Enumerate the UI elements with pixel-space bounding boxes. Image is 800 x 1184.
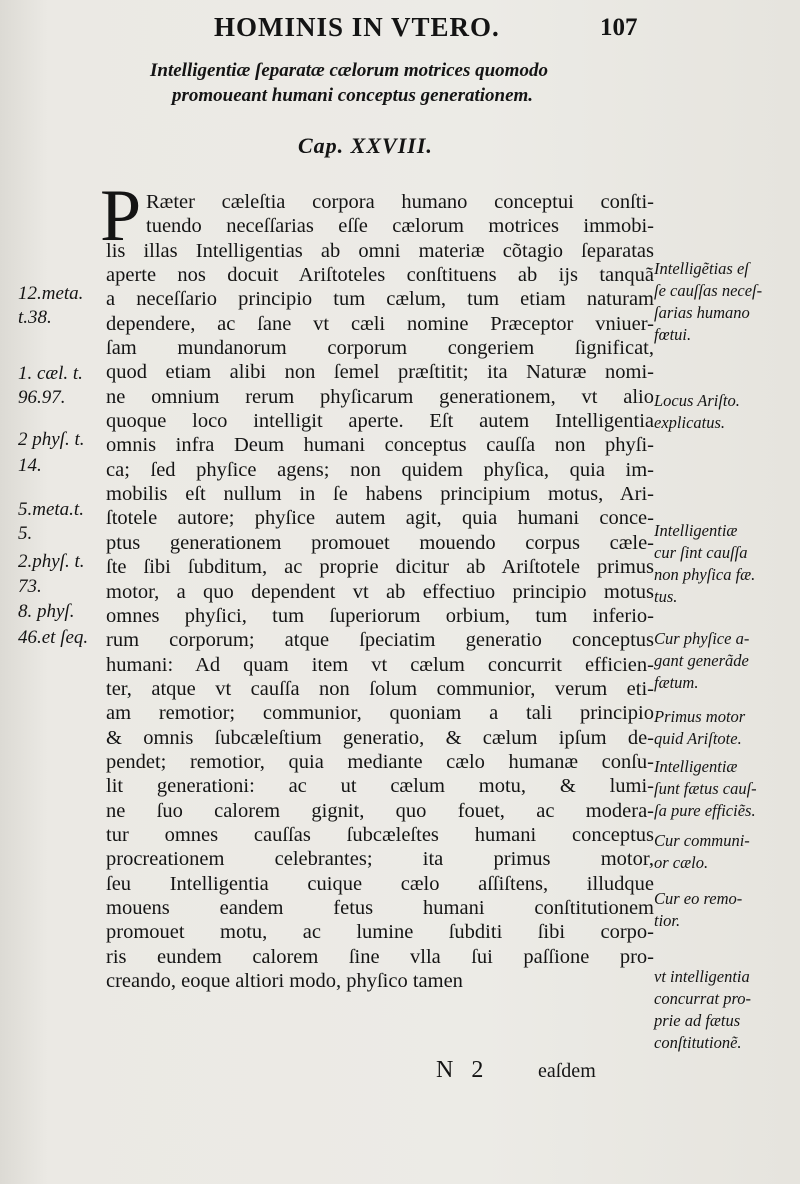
margin-gloss	[654, 706, 798, 750]
margin-gloss	[654, 258, 798, 346]
text-line: ptus generationem promouet mouendo corpus cæle-	[106, 531, 654, 554]
gloss-line: conſtitutionẽ.	[654, 1033, 742, 1052]
text-line: Ræter cæleſtia corpora humano conceptui conſti-	[146, 191, 654, 213]
gloss-line: Cur eo remo-	[654, 889, 743, 908]
gloss-line: prie ad fætus	[654, 1011, 741, 1030]
gloss-line: non phyſica fæ.	[654, 565, 756, 584]
gloss-line: tior.	[654, 911, 681, 930]
text-line: tuendo neceſſarias eſſe cælorum motrices immobi-	[146, 215, 654, 238]
text-line: quoque loco intelligit aperte. Eſt autem Intelligentia	[106, 410, 654, 433]
gloss-line: Cur communi-	[654, 831, 750, 850]
gloss-line: explicatus.	[654, 413, 726, 432]
gloss-line: Cur phyſice a-	[654, 629, 750, 648]
text-line: ſte ſibi ſubditum, ac proprie dicitur ab Ariſtotele primus	[106, 556, 654, 579]
text-line: & omnis ſubcæleſtium generatio, & cælum ipſum de-	[106, 726, 654, 749]
margin-gloss	[654, 520, 798, 608]
chapter-heading: Cap. XXVIII.	[298, 133, 433, 158]
text-line: ſtotele autore; phyſice autem agit, quia humani conce-	[106, 507, 654, 530]
main-text	[106, 190, 654, 993]
text-line: lit generationi: ac ut cælum motu, & lumi-	[106, 775, 654, 798]
text-line: omnis infra Deum humani conceptus cauſſa non phyſi-	[106, 434, 654, 457]
text-line: ne omnium rerum phyſicarum generationem, vt alio	[106, 385, 654, 408]
margin-citation: 46.et ſeq.	[18, 627, 89, 648]
text-line: humani: Ad quam item vt cælum concurrit efficien-	[106, 653, 654, 676]
text-line: ne ſuo calorem gignit, quo fouet, ac modera-	[106, 799, 654, 822]
margin-citation: 5.meta.t.	[18, 499, 84, 520]
running-head: HOMINIS IN VTERO.	[214, 12, 500, 42]
summary-line-1: Intelligentiæ ſeparatæ cælorum motrices quomodo	[150, 60, 548, 81]
gloss-line: ſarias humano	[654, 303, 750, 322]
text-line: lis illas Intelligentias ab omni materiæ cõtagio ſeparatas	[106, 239, 654, 262]
gloss-line: quid Ariſtote.	[654, 729, 742, 748]
gloss-line: ſa pure efficiẽs.	[654, 801, 756, 820]
text-line: tur omnes cauſſas ſubcæleſtes humani conceptus	[106, 823, 654, 846]
gloss-line: tus.	[654, 587, 678, 606]
gloss-line: concurrat pro-	[654, 989, 752, 1008]
margin-citation: 8. phyſ.	[18, 601, 75, 622]
text-line: dependere, ac ſane vt cæli nomine Præceptor vniuer-	[106, 312, 654, 335]
text-line: promouet motu, ac lumine ſubditi ſibi corpo-	[106, 921, 654, 944]
show-through-text	[120, 22, 125, 43]
catchword: eaſdem	[538, 1060, 596, 1082]
text-line: rum corporum; atque ſpeciatim generatio conceptus	[106, 629, 654, 652]
text-line: motor, a quo dependent vt ab effectiuo principio motus	[106, 580, 654, 603]
text-line: mouens eandem fetus humani conſtitutionem	[106, 896, 654, 919]
text-line: mobilis eſt nullum in ſe habens principium motus, Ari-	[106, 483, 654, 506]
margin-citation: 14.	[18, 455, 42, 476]
gloss-line: ſunt fætus cauſ-	[654, 779, 757, 798]
text-line: ſeu Intelligentia cuique cælo aſſiſtens, illudque	[106, 872, 654, 895]
text-line: ter, atque vt cauſſa non ſolum communior, verum eti-	[106, 677, 654, 700]
text-line: creando, eoque altiori modo, phyſico tamen	[106, 970, 463, 992]
margin-gloss	[654, 390, 798, 434]
margin-citation: 2 phyſ. t.	[18, 429, 85, 450]
text-line: ris eundem calorem ſine vlla ſui paſſione pro-	[106, 945, 654, 968]
signature-mark: N 2	[436, 1057, 490, 1083]
margin-citation: 1. cæl. t.	[18, 363, 83, 384]
text-line: aperte nos docuit Ariſtoteles conſtituens ab ijs tanquã	[106, 264, 654, 287]
chapter-summary	[150, 58, 620, 108]
gloss-line: cur ſint cauſſa	[654, 543, 748, 562]
gloss-line: fætum.	[654, 673, 699, 692]
gloss-line: Locus Ariſto.	[654, 391, 740, 410]
text-line: ca; ſed phyſice agens; non quidem phyſica, quia im-	[106, 458, 654, 481]
text-line: am remotior; communior, quoniam a tali principio	[106, 702, 654, 725]
gloss-line: vt intelligentia	[654, 967, 750, 986]
margin-gloss	[654, 628, 798, 694]
gloss-line: fœtui.	[654, 325, 692, 344]
margin-citation: t.38.	[18, 307, 52, 328]
text-line: a neceſſario principio tum cælum, tum etiam naturam	[106, 288, 654, 311]
margin-citation: 5.	[18, 523, 33, 544]
margin-citation: 2.phyſ. t.	[18, 551, 85, 572]
margin-gloss	[654, 888, 798, 932]
gloss-line: gant generãde	[654, 651, 749, 670]
text-line: procreationem celebrantes; ita primus motor,	[106, 848, 654, 871]
margin-gloss	[654, 966, 798, 1054]
text-line: ſam mundanorum corporum congeriem ſignificat,	[106, 337, 654, 360]
drop-cap: P	[100, 175, 142, 257]
gloss-line: Intelligẽtias eſ	[654, 259, 749, 278]
text-line: pendet; remotior, quia mediante cælo humanæ conſu-	[106, 750, 654, 773]
summary-line-2: promoueant humani conceptus generationem.	[172, 85, 534, 106]
gloss-line: or cælo.	[654, 853, 709, 872]
text-line: quod etiam alibi non ſemel præſtitit; ita Naturæ nomi-	[106, 361, 654, 384]
margin-citation: 96.97.	[18, 387, 66, 408]
gloss-line: ſe cauſſas neceſ-	[654, 281, 763, 300]
text-line: omnes phyſici, tum ſuperiorum orbium, tum inferio-	[106, 604, 654, 627]
margin-gloss	[654, 756, 798, 822]
margin-gloss	[654, 830, 798, 874]
margin-citation: 73.	[18, 576, 42, 597]
margin-citation: 12.meta.	[18, 283, 84, 304]
page-number: 107	[600, 14, 638, 41]
gloss-line: Primus motor	[654, 707, 746, 726]
gloss-line: Intelligentiæ	[654, 521, 738, 540]
gloss-line: Intelligentiæ	[654, 757, 738, 776]
